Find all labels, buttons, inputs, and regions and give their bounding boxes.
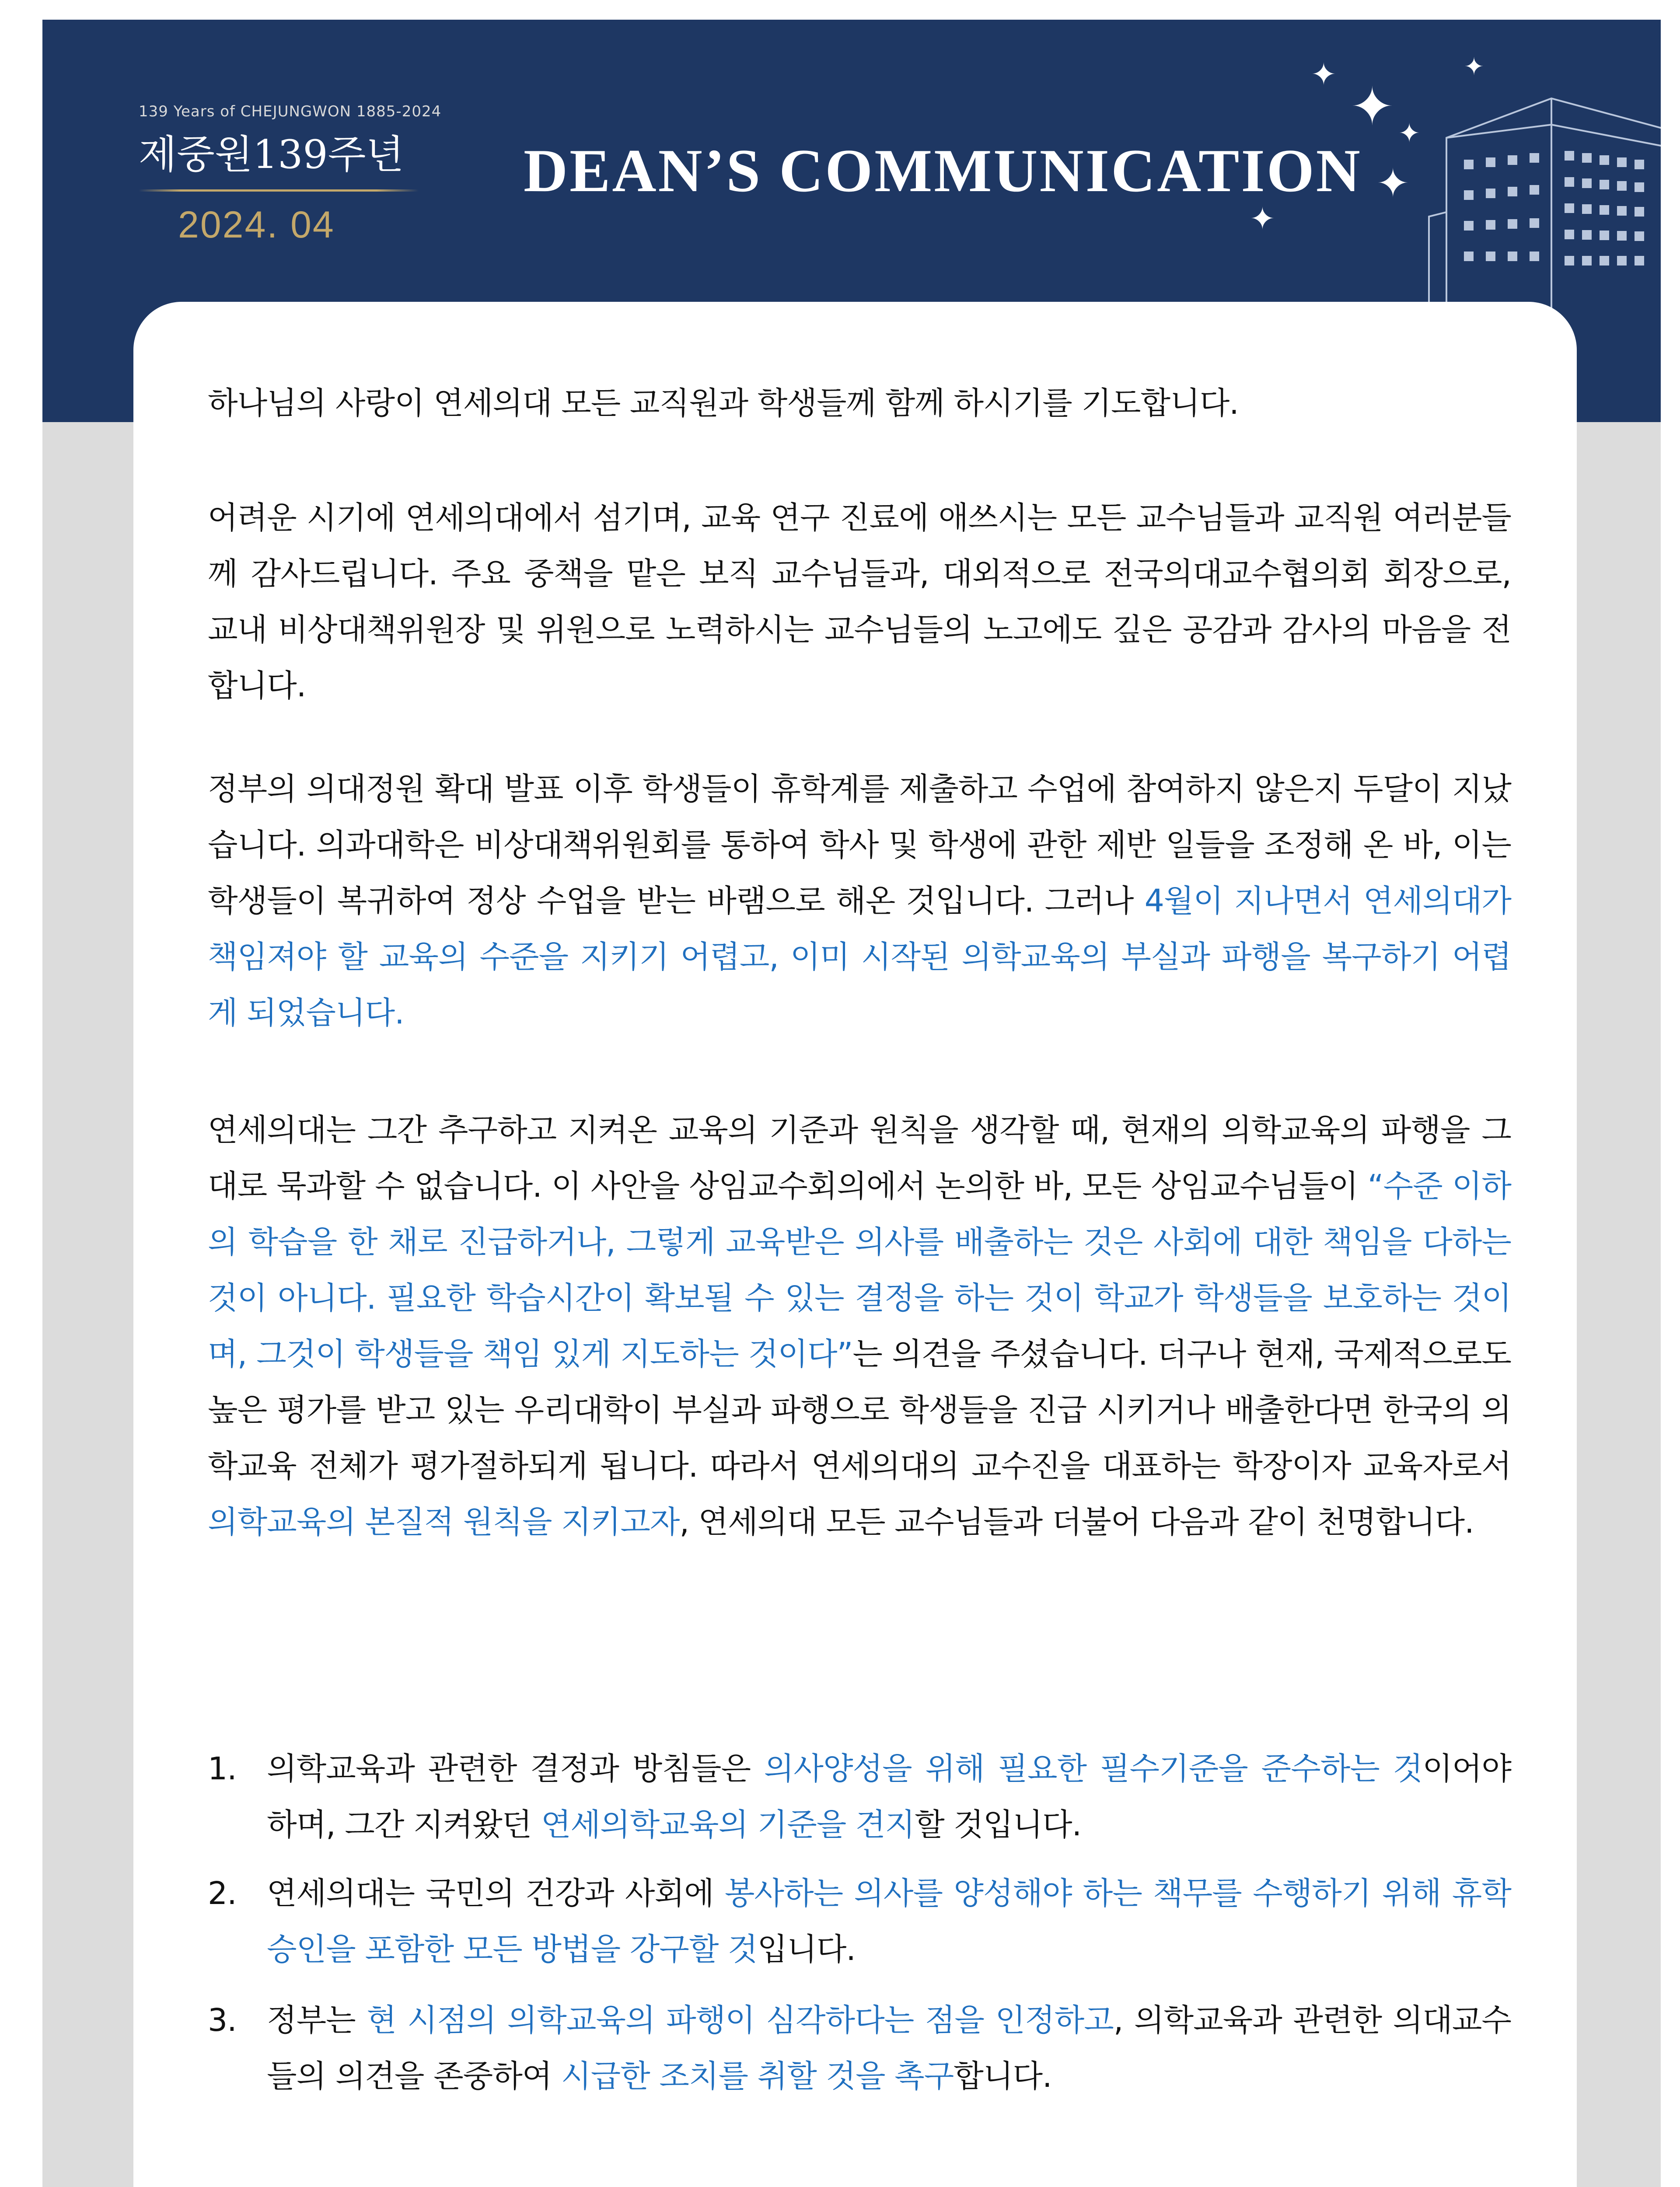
- paragraph-4-text-e: , 연세의대 모든 교수님들과 더불어 다음과 같이 천명합니다.: [679, 1504, 1474, 1540]
- list-item-text: [267, 1992, 1511, 2104]
- paragraph-3-text: 정부의 의대정원 확대 발표 이후 학생들이 휴학계를 제출하고 수업에 참여하지 않은지 두달이 지났습니다. 의과대학은 비상대책위원회를 통하여 학사 및 학생에 관한 제반 일들을 조정해 온 바, 이는 학생들이 복귀하여 정상 수업을 받는 바램으로 해온 것입니다. 그러나: [208, 771, 1511, 919]
- sparkle-icon: ✦: [1350, 77, 1394, 137]
- sparkle-icon: ✦: [1250, 201, 1275, 237]
- paragraph-4-quote: “수준 이하의 학습을 한 채로 진급하거나, 그렇게 교육받은 의사를 배출하는 것은 사회에 대한 책임을 다하는 것이 아니다. 필요한 학습시간이 확보될 수 있는 결정을 하는 것이 학교가 학생들을 보호하는 것이며, 그것이 학생들을 책임 있게 지도하는 것이다”: [208, 1168, 1511, 1372]
- anniversary-badge: [112, 85, 442, 246]
- anniversary-caption: 139 Years of CHEJUNGWON 1885-2024: [139, 103, 442, 120]
- list-1-a: 의학교육과 관련한 결정과 방침들은: [267, 1750, 764, 1787]
- list-2-b: 봉사하는 의사를 양성해야 하는 책무를 수행하기 위해 휴학 승인을 포함한 모든 방법을 강구할 것: [267, 1875, 1511, 1967]
- paragraph-2-text: 어려운 시기에 연세의대에서 섬기며, 교육 연구 진료에 애쓰시는 모든 교수님들과 교직원 여러분들께 감사드립니다. 주요 중책을 맡은 보직 교수님들과, 대외적으로 전국의대교수협의회 회장으로, 교내 비상대책위원장 및 위원으로 노력하시는 교수님들의 노고에도 깊은 공감과 감사의 마음을 전합니다.: [208, 500, 1511, 704]
- list-3-c: , 의학교육과 관련한 의대교수들의 의견을 존중하여: [267, 2002, 1512, 2094]
- paragraph-4-text-c: 는 의견을 주셨습니다. 더구나 현재, 국제적으로도 높은 평가를 받고 있는 우리대학이 부실과 파행으로 학생들을 진급 시키거나 배출한다면 한국의 의학교육 전체가 평가절하되게 됩니다. 따라서 연세의대의 교수진을 대표하는 학장이자 교육자로서: [208, 1336, 1511, 1484]
- list-3-b: 현 시점의 의학교육의 파행이 심각하다는 점을 인정하고: [367, 2002, 1114, 2038]
- list-2-c: 입니다.: [757, 1931, 856, 1967]
- paragraph-situation: [208, 761, 1511, 1041]
- paragraph-declaration: [208, 1102, 1511, 1550]
- badge-divider: [139, 189, 419, 192]
- page-title: DEAN’S COMMUNICATION: [524, 137, 1362, 205]
- paragraph-greeting: [208, 375, 1511, 431]
- list-1-e: 할 것입니다.: [915, 1806, 1082, 1843]
- sparkle-icon: ✦: [1311, 56, 1337, 92]
- paragraph-4-text-a: 연세의대는 그간 추구하고 지켜온 교육의 기준과 원칙을 생각할 때, 현재의 의학교육의 파행을 그대로 묵과할 수 없습니다. 이 사안을 상임교수회의에서 논의한 바, 모든 상임교수님들이: [208, 1112, 1511, 1204]
- list-1-b: 의사양성을 위해 필요한 필수기준을 준수하는 것: [764, 1750, 1423, 1787]
- sparkle-icon: ✦: [1398, 118, 1421, 149]
- paragraph-1-text: 하나님의 사랑이 연세의대 모든 교직원과 학생들께 함께 하시기를 기도합니다.: [208, 385, 1239, 421]
- paragraph-4-highlight: 의학교육의 본질적 원칙을 지키고자: [208, 1504, 680, 1540]
- list-1-d: 연세의학교육의 기준을 견지: [541, 1806, 915, 1843]
- list-item-text: [267, 1866, 1511, 1977]
- sparkle-icon: ✦: [1376, 161, 1410, 206]
- list-1-c: 이어야 하며, 그간 지켜왔던: [267, 1750, 1511, 1843]
- list-number: 1.: [208, 1750, 237, 1787]
- list-3-d: 시급한 조치를 취할 것을 촉구: [561, 2058, 954, 2094]
- building-illustration-icon: [1420, 72, 1661, 308]
- list-item-text: [267, 1741, 1511, 1853]
- paragraph-3-highlight: 4월이 지나면서 연세의대가 책임져야 할 교육의 수준을 지키기 어렵고, 이미 시작된 의학교육의 부실과 파행을 복구하기 어렵게 되었습니다.: [208, 883, 1511, 1031]
- paragraph-thanks: [208, 490, 1511, 714]
- list-3-e: 합니다.: [954, 2058, 1052, 2094]
- list-number: 3.: [208, 2002, 237, 2038]
- sparkle-icon: ✦: [1464, 52, 1484, 80]
- list-2-a: 연세의대는 국민의 건강과 사회에: [267, 1875, 725, 1911]
- list-number: 2.: [208, 1875, 237, 1911]
- list-3-a: 정부는: [267, 2002, 367, 2038]
- issue-date: 2024. 04: [178, 204, 335, 246]
- anniversary-title: 제중원139주년: [139, 132, 404, 178]
